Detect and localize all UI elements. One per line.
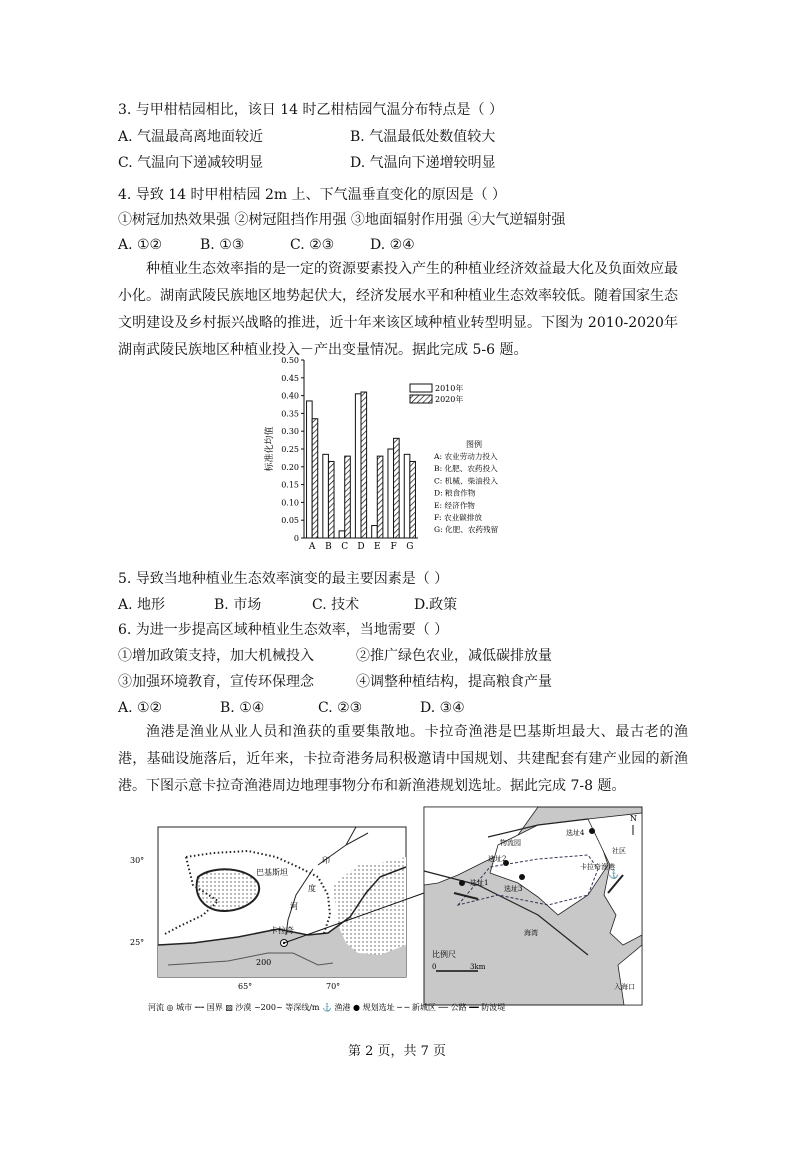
fishing-harbor-label: 卡拉奇渔港 (580, 863, 615, 871)
isobath-label: 200 (256, 958, 272, 967)
legend-item: D: 粮食作物 (434, 488, 476, 498)
bar-A-2010年 (307, 401, 313, 538)
lat-30-label: 30° (130, 856, 145, 865)
legend-item: F: 农业碳排放 (434, 513, 482, 522)
india-label-1: 印 (322, 856, 330, 865)
legend-item: E: 经济作物 (434, 500, 475, 510)
y-tick-label: 0.25 (281, 445, 299, 454)
logistics-park-label: 物流园 (500, 839, 521, 847)
q3-stem: 3. 与甲柑桔园相比，该日 14 时乙柑桔园气温分布特点是（ ） (118, 102, 503, 118)
karachi-map-figure (118, 805, 678, 1020)
bar-G-2020年 (410, 461, 416, 538)
site-4-marker (589, 828, 595, 834)
india-label-2: 度 (308, 884, 316, 893)
q4-option-d: D. ②④ (370, 237, 415, 253)
legend-item: A: 农业劳动力投入 (434, 452, 498, 461)
scale-zero: 0 (432, 963, 437, 971)
page-footer: 第 2 页，共 7 页 (347, 1044, 447, 1059)
bar-D-2010年 (355, 394, 361, 538)
q3-option-d: D. 气温向下递增较明显 (350, 155, 496, 171)
q5-option-c: C. 技术 (312, 597, 360, 613)
q4-option-a: A. ①② (118, 237, 163, 253)
north-label: N (630, 814, 637, 823)
scale-title: 比例尺 (432, 950, 456, 959)
legend-label: 2010年 (435, 384, 464, 393)
y-tick-label: 0.10 (281, 498, 299, 508)
x-tick-label: B (325, 542, 332, 552)
legend-item: G: 化肥、农药残留 (434, 525, 499, 535)
bar-C-2020年 (345, 456, 351, 538)
q5-option-b: B. 市场 (214, 597, 262, 613)
x-tick-label: F (390, 542, 397, 552)
lon-70-label: 70° (326, 982, 341, 991)
site-3-label: 选址3 (504, 885, 523, 893)
q5-option-a: A. 地形 (118, 597, 166, 613)
x-tick-label: A (308, 542, 316, 552)
city-label: 卡拉奇 (270, 926, 294, 935)
bar-F-2010年 (388, 449, 394, 538)
y-tick-label: 0.40 (281, 391, 299, 401)
legend-item: B: 化肥、农药投入 (434, 464, 498, 474)
q3-option-a: A. 气温最高离地面较近 (118, 129, 264, 145)
q6-item-3: ③加强环境教育，宣传环保理念 (118, 674, 314, 690)
bar-C-2010年 (339, 531, 345, 538)
q4-option-c: C. ②③ (290, 237, 335, 253)
q5-stem: 5. 导致当地种植业生态效率演变的最主要因素是（ ） (118, 571, 449, 587)
site-1-marker (459, 880, 465, 886)
y-tick-label: 0.15 (281, 480, 299, 490)
bar-A-2020年 (312, 419, 318, 538)
bar-E-2020年 (377, 456, 383, 538)
bar-G-2010年 (404, 454, 410, 538)
harbor-detail-map (424, 807, 642, 1005)
q6-option-d: D. ③④ (420, 700, 465, 716)
estuary-label: 入海口 (614, 983, 635, 991)
site-2-label: 选址2 (488, 855, 507, 863)
q6-item-4: ④调整种植结构，提高粮食产量 (356, 674, 552, 690)
intro-paragraph-5-6: 种植业生态效率指的是一定的资源要素投入产生的种植业经济效益最大化及负面效应最小化。湖南武陵民族地区地势起伏大，经济发展水平和种植业生态效率较低。随着国家生态文明建设及乡村振兴战略的推进，近十年来该区域种植业转型明显。下图为 2010-2020年湖南武陵民族地区种植业投入－产出变量情况。据此完成 5-6 题。 (118, 261, 678, 358)
q4-stem: 4. 导致 14 时甲柑桔园 2m 上、下气温垂直变化的原因是（ ） (118, 187, 507, 203)
q6-item-2: ②推广绿色农业，减低碳排放量 (356, 648, 552, 664)
regional-map (130, 827, 424, 991)
legend-swatch-2020年 (410, 395, 432, 403)
y-tick-label: 0.35 (281, 409, 299, 419)
y-axis-label: 标准化均值 (265, 426, 275, 472)
legend-label: 2020年 (435, 395, 464, 404)
x-tick-label: D (357, 542, 365, 552)
scale-3km: 3km (470, 963, 486, 971)
lat-25-label: 25° (130, 938, 145, 947)
country-label: 巴基斯坦 (256, 868, 288, 877)
q6-option-b: B. ①④ (220, 700, 265, 716)
intro-paragraph-7-8: 渔港是渔业从业人员和渔获的重要集散地。卡拉奇渔港是巴基斯坦最大、最古老的渔港，基础设施落后，近年来，卡拉奇港务局积极邀请中国规划、共建配套有建产业园的新渔港。下图示意卡拉奇渔港周边地理事物分布和新渔港规划选址。据此完成 7-8 题。 (118, 724, 688, 794)
x-tick-label: C (341, 542, 349, 552)
x-tick-label: E (373, 542, 381, 552)
harbor-anchor-icon: ⚓ (608, 870, 620, 880)
river-label: 河 (290, 902, 298, 911)
lon-65-label: 65° (238, 982, 253, 991)
map-legend: 河流 ◎ 城市 ┉┉ 国界 ▨ 沙漠 ~200~ 等深线/m ⚓ 渔港 ● 规划选址 ─ ─ 新城区 ── 公路 ━━ 防波堤 (148, 1003, 506, 1012)
community-label: 社区 (612, 847, 626, 855)
q3-option-c: C. 气温向下递减较明显 (118, 155, 264, 171)
legend-swatch-2010年 (410, 384, 432, 392)
bar-E-2010年 (372, 526, 378, 538)
y-tick-label: 0.45 (281, 373, 299, 383)
bar-D-2020年 (361, 392, 367, 538)
bar-chart (258, 352, 558, 564)
q5-option-d: D.政策 (414, 597, 458, 613)
q4-items: ①树冠加热效果强 ②树冠阻挡作用强 ③地面辐射作用强 ④大气逆辐射强 (118, 212, 566, 228)
bay-label: 海湾 (524, 929, 538, 937)
site-3-marker (519, 874, 525, 880)
site-1-label: 选址1 (470, 879, 489, 887)
q6-option-a: A. ①② (118, 700, 163, 716)
q6-stem: 6. 为进一步提高区域种植业生态效率，当地需要（ ） (118, 622, 449, 638)
y-tick-label: 0.05 (281, 516, 299, 526)
legend-title: 图例 (466, 440, 482, 449)
y-tick-label: 0.20 (281, 462, 299, 472)
q6-option-c: C. ②③ (318, 700, 363, 716)
y-tick-label: 0 (293, 534, 299, 543)
bar-B-2010年 (323, 454, 329, 538)
x-tick-label: G (406, 542, 414, 552)
q4-option-b: B. ①③ (200, 237, 245, 253)
q3-option-b: B. 气温最低处数值较大 (350, 129, 496, 145)
y-tick-label: 0.50 (281, 356, 299, 365)
q6-item-1: ①增加政策支持，加大机械投入 (118, 648, 314, 664)
site-4-label: 选址4 (566, 829, 585, 837)
legend-item: C: 机械、柴油投入 (434, 476, 498, 486)
bar-B-2020年 (328, 461, 334, 538)
y-tick-label: 0.30 (281, 427, 299, 437)
bar-F-2020年 (394, 438, 400, 538)
